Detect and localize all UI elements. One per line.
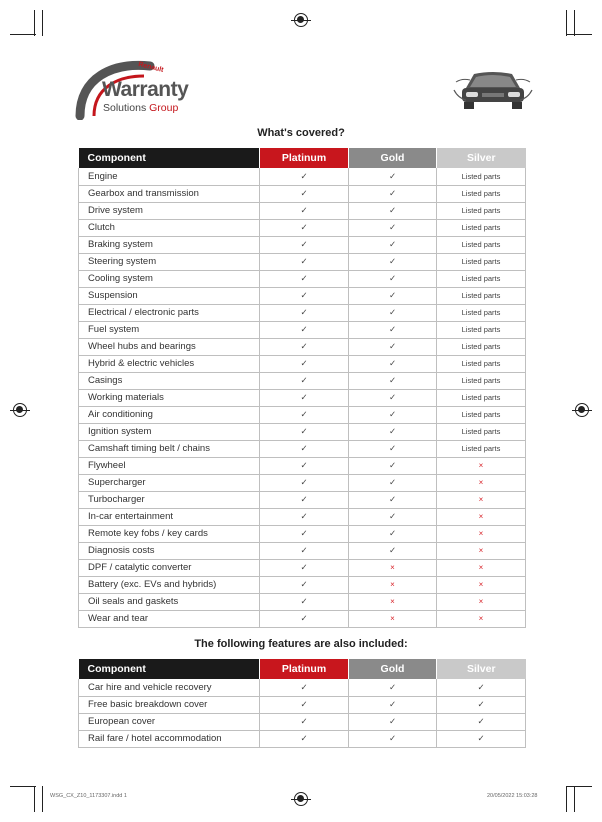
platinum-cell: ✓ [260, 440, 349, 457]
gold-cell: ✓ [349, 508, 437, 525]
silver-cell: × [437, 576, 526, 593]
platinum-cell: ✓ [260, 525, 349, 542]
gold-cell: ✓ [349, 696, 437, 713]
gold-cell: ✓ [349, 713, 437, 730]
gold-cell: ✓ [349, 304, 437, 321]
gold-cell: ✓ [349, 202, 437, 219]
platinum-cell: ✓ [260, 185, 349, 202]
gold-cell: ✓ [349, 679, 437, 696]
crop-mark [34, 10, 35, 36]
table-row [79, 389, 526, 406]
silver-cell: Listed parts [437, 270, 526, 287]
silver-cell: Listed parts [437, 440, 526, 457]
platinum-cell: ✓ [260, 270, 349, 287]
registration-mark-icon [13, 403, 27, 417]
gold-cell: ✓ [349, 457, 437, 474]
coverage-table [78, 148, 526, 628]
table-row [79, 593, 526, 610]
gold-cell: ✓ [349, 406, 437, 423]
features-title: The following features are also included: [194, 638, 408, 650]
covered-title: What's covered? [257, 127, 345, 139]
component-name: Wear and tear [79, 610, 260, 627]
silver-cell: Listed parts [437, 287, 526, 304]
platinum-cell: ✓ [260, 610, 349, 627]
gold-cell: ✓ [349, 287, 437, 304]
gold-cell: × [349, 576, 437, 593]
component-name: Battery (exc. EVs and hybrids) [79, 576, 260, 593]
car-front-icon [452, 68, 534, 114]
platinum-cell: ✓ [260, 508, 349, 525]
platinum-cell: ✓ [260, 423, 349, 440]
silver-cell: Listed parts [437, 355, 526, 372]
table-row [79, 730, 526, 747]
table-row [79, 185, 526, 202]
table-row [79, 338, 526, 355]
platinum-cell: ✓ [260, 338, 349, 355]
table-row [79, 321, 526, 338]
platinum-cell: ✓ [260, 713, 349, 730]
header-gold: Gold [349, 659, 437, 679]
silver-cell: Listed parts [437, 372, 526, 389]
platinum-cell: ✓ [260, 389, 349, 406]
gold-cell: ✓ [349, 236, 437, 253]
table-row [79, 253, 526, 270]
component-name: Drive system [79, 202, 260, 219]
platinum-cell: ✓ [260, 576, 349, 593]
silver-cell: × [437, 593, 526, 610]
gold-cell: ✓ [349, 542, 437, 559]
table-row [79, 576, 526, 593]
brand-logo [72, 58, 232, 120]
gold-cell: ✓ [349, 219, 437, 236]
silver-cell: Listed parts [437, 185, 526, 202]
table-row [79, 270, 526, 287]
table-row [79, 542, 526, 559]
platinum-cell: ✓ [260, 287, 349, 304]
component-name: Electrical / electronic parts [79, 304, 260, 321]
platinum-cell: ✓ [260, 372, 349, 389]
table-row [79, 168, 526, 185]
platinum-cell: ✓ [260, 593, 349, 610]
platinum-cell: ✓ [260, 236, 349, 253]
component-name: European cover [79, 713, 260, 730]
silver-cell: × [437, 474, 526, 491]
platinum-cell: ✓ [260, 355, 349, 372]
silver-cell: Listed parts [437, 253, 526, 270]
silver-cell: Listed parts [437, 406, 526, 423]
registration-mark-icon [294, 13, 308, 27]
silver-cell: ✓ [437, 679, 526, 696]
header-silver: Silver [437, 148, 526, 168]
gold-cell: ✓ [349, 253, 437, 270]
platinum-cell: ✓ [260, 168, 349, 185]
silver-cell: Listed parts [437, 236, 526, 253]
crop-mark [566, 786, 592, 787]
crop-mark [574, 10, 575, 36]
platinum-cell: ✓ [260, 406, 349, 423]
silver-cell: ✓ [437, 713, 526, 730]
gold-cell: × [349, 610, 437, 627]
table-row [79, 474, 526, 491]
component-name: Working materials [79, 389, 260, 406]
platinum-cell: ✓ [260, 321, 349, 338]
table-row [79, 355, 526, 372]
platinum-cell: ✓ [260, 304, 349, 321]
coverage-table-header [79, 148, 526, 168]
gold-cell: ✓ [349, 423, 437, 440]
table-row [79, 610, 526, 627]
platinum-cell: ✓ [260, 491, 349, 508]
gold-cell: ✓ [349, 491, 437, 508]
gold-cell: ✓ [349, 168, 437, 185]
gold-cell: ✓ [349, 389, 437, 406]
table-row [79, 219, 526, 236]
table-row [79, 508, 526, 525]
component-name: Casings [79, 372, 260, 389]
registration-mark-icon [575, 403, 589, 417]
gold-cell: ✓ [349, 270, 437, 287]
gold-cell: ✓ [349, 474, 437, 491]
gold-cell: × [349, 559, 437, 576]
header-component: Component [79, 148, 260, 168]
gold-cell: ✓ [349, 321, 437, 338]
silver-cell: Listed parts [437, 321, 526, 338]
table-row [79, 287, 526, 304]
component-name: In-car entertainment [79, 508, 260, 525]
component-name: Fuel system [79, 321, 260, 338]
platinum-cell: ✓ [260, 474, 349, 491]
platinum-cell: ✓ [260, 253, 349, 270]
header-platinum: Platinum [260, 148, 349, 168]
silver-cell: Listed parts [437, 304, 526, 321]
logo-wordmark: Warranty [102, 78, 189, 101]
crop-mark [42, 786, 43, 812]
silver-cell: ✓ [437, 696, 526, 713]
gold-cell: ✓ [349, 525, 437, 542]
table-row [79, 406, 526, 423]
component-name: Rail fare / hotel accommodation [79, 730, 260, 747]
gold-cell: ✓ [349, 355, 437, 372]
silver-cell: ✓ [437, 730, 526, 747]
table-row [79, 559, 526, 576]
silver-cell: Listed parts [437, 338, 526, 355]
component-name: Clutch [79, 219, 260, 236]
component-name: Oil seals and gaskets [79, 593, 260, 610]
component-name: Diagnosis costs [79, 542, 260, 559]
component-name: Gearbox and transmission [79, 185, 260, 202]
table-row [79, 372, 526, 389]
component-name: Wheel hubs and bearings [79, 338, 260, 355]
component-name: Remote key fobs / key cards [79, 525, 260, 542]
component-name: Car hire and vehicle recovery [79, 679, 260, 696]
component-name: Turbocharger [79, 491, 260, 508]
crop-mark [10, 34, 36, 35]
gold-cell: × [349, 593, 437, 610]
platinum-cell: ✓ [260, 696, 349, 713]
crop-mark [566, 34, 592, 35]
platinum-cell: ✓ [260, 457, 349, 474]
registration-mark-icon [294, 792, 308, 806]
component-name: Camshaft timing belt / chains [79, 440, 260, 457]
silver-cell: Listed parts [437, 202, 526, 219]
component-name: Supercharger [79, 474, 260, 491]
table-row [79, 679, 526, 696]
component-name: Hybrid & electric vehicles [79, 355, 260, 372]
component-name: Ignition system [79, 423, 260, 440]
silver-cell: Listed parts [437, 389, 526, 406]
table-row [79, 202, 526, 219]
gold-cell: ✓ [349, 730, 437, 747]
table-row [79, 236, 526, 253]
silver-cell: × [437, 542, 526, 559]
silver-cell: × [437, 457, 526, 474]
table-row [79, 713, 526, 730]
features-table [78, 659, 526, 748]
logo-subtitle: Solutions Group [103, 102, 179, 114]
gold-cell: ✓ [349, 185, 437, 202]
crop-mark [566, 10, 567, 36]
crop-mark [34, 786, 35, 812]
features-table-header [79, 659, 526, 679]
platinum-cell: ✓ [260, 202, 349, 219]
platinum-cell: ✓ [260, 679, 349, 696]
component-name: Suspension [79, 287, 260, 304]
silver-cell: Listed parts [437, 168, 526, 185]
platinum-cell: ✓ [260, 730, 349, 747]
component-name: Free basic breakdown cover [79, 696, 260, 713]
component-name: Engine [79, 168, 260, 185]
component-name: Cooling system [79, 270, 260, 287]
component-name: Air conditioning [79, 406, 260, 423]
platinum-cell: ✓ [260, 219, 349, 236]
silver-cell: × [437, 559, 526, 576]
platinum-cell: ✓ [260, 559, 349, 576]
footer-file-info: WSG_CX_Z10_1173307.indd 1 [50, 793, 127, 799]
table-row [79, 440, 526, 457]
platinum-cell: ✓ [260, 542, 349, 559]
gold-cell: ✓ [349, 440, 437, 457]
silver-cell: Listed parts [437, 219, 526, 236]
crop-mark [42, 10, 43, 36]
table-row [79, 491, 526, 508]
silver-cell: Listed parts [437, 423, 526, 440]
footer-timestamp: 20/05/2022 15:03:28 [487, 793, 538, 799]
component-name: DPF / catalytic converter [79, 559, 260, 576]
component-name: Steering system [79, 253, 260, 270]
logo-tagline: Renault [137, 60, 165, 75]
table-row [79, 696, 526, 713]
gold-cell: ✓ [349, 372, 437, 389]
component-name: Flywheel [79, 457, 260, 474]
table-row [79, 457, 526, 474]
table-row [79, 304, 526, 321]
silver-cell: × [437, 610, 526, 627]
table-row [79, 423, 526, 440]
crop-mark [574, 786, 575, 812]
silver-cell: × [437, 525, 526, 542]
silver-cell: × [437, 491, 526, 508]
component-name: Braking system [79, 236, 260, 253]
header-silver: Silver [437, 659, 526, 679]
header-gold: Gold [349, 148, 437, 168]
header-platinum: Platinum [260, 659, 349, 679]
crop-mark [566, 786, 567, 812]
silver-cell: × [437, 508, 526, 525]
table-row [79, 525, 526, 542]
header-component: Component [79, 659, 260, 679]
gold-cell: ✓ [349, 338, 437, 355]
crop-mark [10, 786, 36, 787]
